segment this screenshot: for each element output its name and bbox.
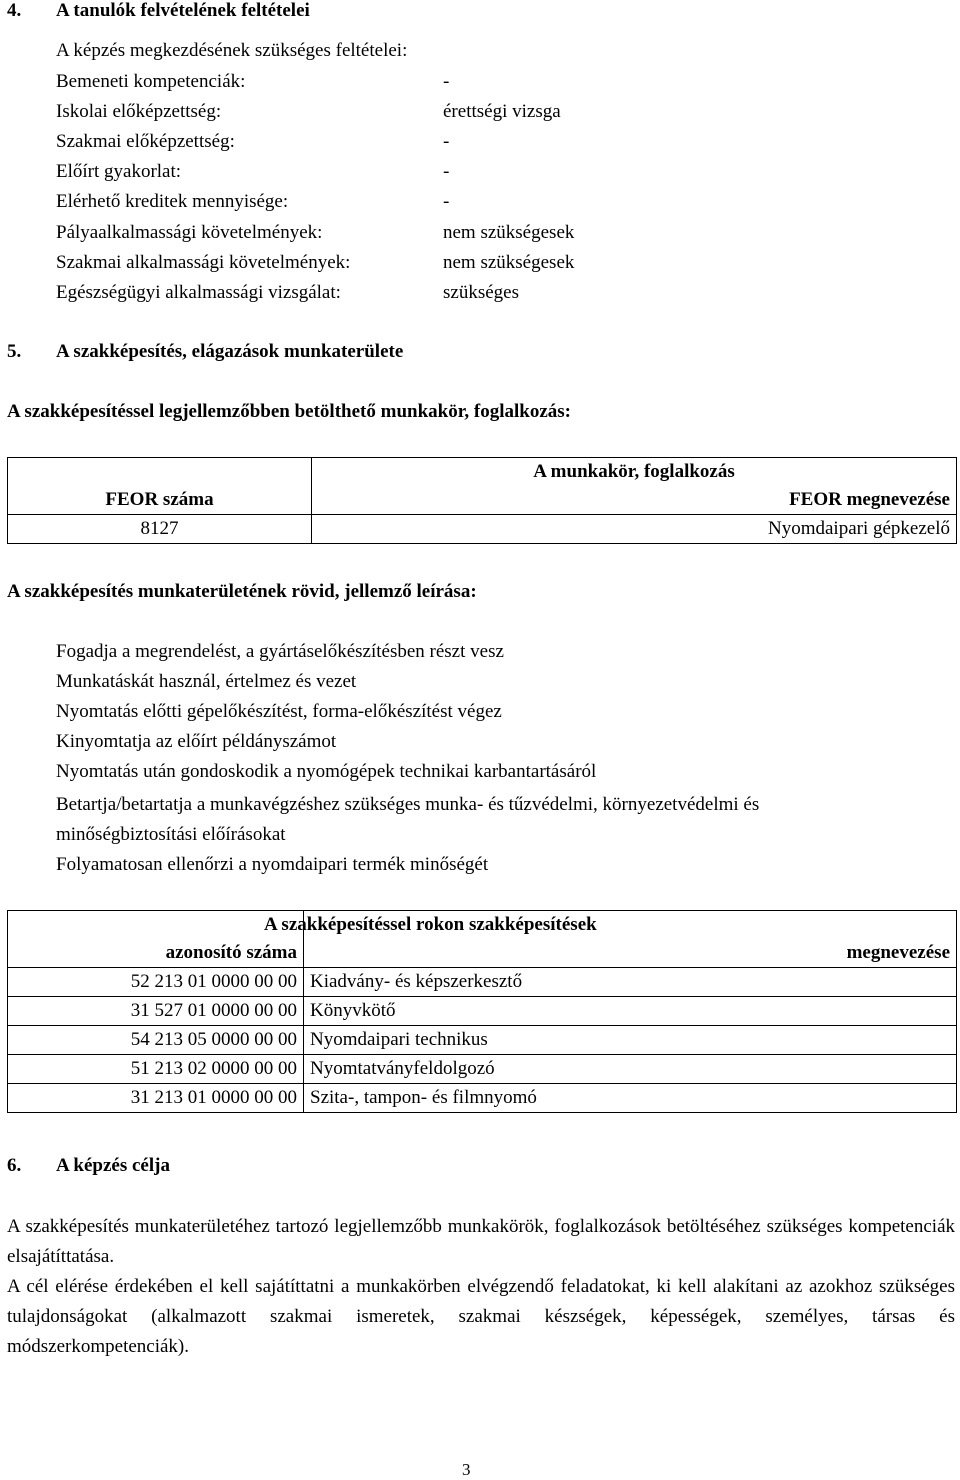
description-line: Nyomtatás után gondoskodik a nyomógépek technikai karbantartásáról <box>56 761 597 782</box>
description-subtitle: A szakképesítés munkaterületének rövid, jellemző leírása: <box>7 581 477 602</box>
column-feor-name: FEOR megnevezése <box>312 486 957 515</box>
requirement-value: - <box>443 161 450 182</box>
requirement-label: Előírt gyakorlat: <box>56 161 182 182</box>
description-line: Nyomtatás előtti gépelőkészítést, forma-előkészítést végez <box>56 701 502 722</box>
requirement-label: Egészségügyi alkalmassági vizsgálat: <box>56 282 341 303</box>
requirement-value: nem szükségesek <box>443 252 575 273</box>
description-line: Kinyomtatja az előírt példányszámot <box>56 731 337 752</box>
requirement-value: - <box>443 191 450 212</box>
occupation-table <box>7 457 957 544</box>
description-line: Munkatáskát használ, értelmez és vezet <box>56 671 357 692</box>
qualification-name: Kiadvány- és képszerkesztő <box>304 968 957 997</box>
goal-paragraph: A cél elérése érdekében el kell sajátíttatni a munkakörben elvégzendő feladatokat, ki kell alakítani az azokhoz szükséges tulajdonságokat (alkalmazott szakmai ismeretek, szakmai készségek, képességek, személyes, társas és módszerkompetenciák). <box>7 1276 955 1357</box>
requirement-value: - <box>443 71 450 92</box>
related-header-text: A szakképesítéssel rokon szakképesítések <box>264 914 597 935</box>
section-6-title: A képzés célja <box>56 1155 170 1176</box>
qualification-code: 52 213 01 0000 00 00 <box>8 968 304 997</box>
table-column-row <box>8 939 957 968</box>
requirement-label: Bemeneti kompetenciák: <box>56 71 246 92</box>
requirement-label: Szakmai előképzettség: <box>56 131 235 152</box>
table-row <box>8 515 957 544</box>
feor-code: 8127 <box>8 515 312 544</box>
description-line: Fogadja a megrendelést, a gyártáselőkészítésben részt vesz <box>56 641 504 662</box>
table-row <box>8 997 957 1026</box>
requirement-label: Pályaalkalmassági követelmények: <box>56 222 323 243</box>
requirement-label: Iskolai előképzettség: <box>56 101 222 122</box>
requirement-value: - <box>443 131 450 152</box>
table-header-row <box>8 911 957 940</box>
section-5-title: A szakképesítés, elágazások munkaterülete <box>56 341 404 362</box>
qualification-name: Könyvkötő <box>304 997 957 1026</box>
page-number: 3 <box>462 1460 471 1479</box>
table-row <box>8 1084 957 1113</box>
table-header: A munkakör, foglalkozás <box>312 458 957 487</box>
column-name: megnevezése <box>304 939 957 968</box>
table-header-blank <box>8 911 304 940</box>
qualification-name: Nyomtatványfeldolgozó <box>304 1055 957 1084</box>
column-identifier: azonosító száma <box>8 939 304 968</box>
column-feor-number: FEOR száma <box>8 486 312 515</box>
qualification-name: Nyomdaipari technikus <box>304 1026 957 1055</box>
requirement-value: nem szükségesek <box>443 222 575 243</box>
table-row <box>8 1055 957 1084</box>
goal-paragraph: A szakképesítés munkaterületéhez tartozó legjellemzőbb munkakörök, foglalkozások betöltéséhez szükséges kompetenciák elsajátíttatása. <box>7 1216 955 1267</box>
requirement-value: szükséges <box>443 282 519 303</box>
requirement-label: Szakmai alkalmassági követelmények: <box>56 252 351 273</box>
qualification-name: Szita-, tampon- és filmnyomó <box>304 1084 957 1113</box>
feor-name: Nyomdaipari gépkezelő <box>312 515 957 544</box>
requirement-value: érettségi vizsga <box>443 101 561 122</box>
description-line: Folyamatosan ellenőrzi a nyomdaipari termék minőségét <box>56 854 489 875</box>
description-line: minőségbiztosítási előírásokat <box>56 824 286 845</box>
requirements-intro: A képzés megkezdésének szükséges feltételei: <box>56 40 408 61</box>
requirement-label: Elérhető kreditek mennyisége: <box>56 191 289 212</box>
table-header-blank <box>8 458 312 487</box>
occupation-subtitle: A szakképesítéssel legjellemzőbben betölthető munkakör, foglalkozás: <box>7 401 572 422</box>
table-header-row <box>8 458 957 487</box>
related-qualifications-table <box>7 910 957 1113</box>
section-4-number: 4. <box>7 0 22 21</box>
section-4-title: A tanulók felvételének feltételei <box>56 0 310 21</box>
table-header <box>264 911 957 940</box>
description-line: Betartja/betartatja a munkavégzéshez szükséges munka- és tűzvédelmi, környezetvédelmi és <box>56 794 760 815</box>
qualification-code: 31 213 01 0000 00 00 <box>8 1084 304 1113</box>
table-row <box>8 1026 957 1055</box>
table-column-row <box>8 486 957 515</box>
table-row <box>8 968 957 997</box>
qualification-code: 51 213 02 0000 00 00 <box>8 1055 304 1084</box>
section-5-number: 5. <box>7 341 22 362</box>
qualification-code: 54 213 05 0000 00 00 <box>8 1026 304 1055</box>
qualification-code: 31 527 01 0000 00 00 <box>8 997 304 1026</box>
section-6-number: 6. <box>7 1155 22 1176</box>
